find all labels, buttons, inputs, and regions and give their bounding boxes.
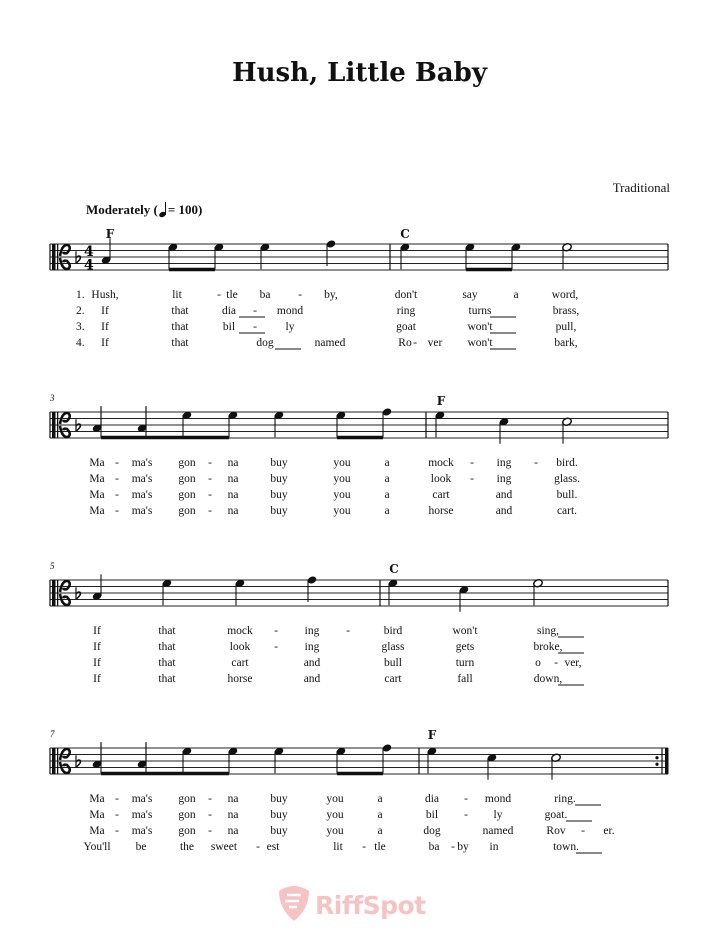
lyric-syllable: ly <box>285 321 295 333</box>
lyric-syllable: ver <box>427 337 443 349</box>
lyric-syllable: buy <box>270 809 288 821</box>
lyric-syllable: dia <box>221 305 237 317</box>
lyric-syllable: sweet <box>210 841 238 853</box>
tempo-bpm: = 100 <box>167 202 199 217</box>
lyric-syllable: Ma <box>89 473 105 485</box>
lyric-syllable: mock <box>428 457 454 469</box>
alto-clef-icon <box>52 580 56 606</box>
quarter-note <box>92 574 103 601</box>
chord-symbol: F <box>105 227 115 241</box>
lyric-syllable: If <box>101 337 109 349</box>
lyric-syllable: you <box>333 505 351 517</box>
lyric-syllable: cart <box>384 673 402 685</box>
lyric-syllable: ing <box>304 641 320 653</box>
lyric-syllable: If <box>93 625 101 637</box>
lyric-hyphen: - <box>274 641 278 653</box>
lyric-syllable: won't <box>467 321 493 333</box>
lyric-syllable: buy <box>270 457 288 469</box>
tempo-marking: Moderately ( = 100) <box>86 202 203 217</box>
lyric-syllable: ba <box>259 289 271 301</box>
lyric-hyphen: - <box>253 305 257 317</box>
alto-clef-icon <box>52 244 56 270</box>
lyric-syllable: ma's <box>131 505 153 517</box>
quarter-note <box>326 239 337 266</box>
lyric-syllable: a <box>377 809 383 821</box>
lyric-syllable: bird. <box>556 457 578 469</box>
lyric-syllable: a <box>377 793 383 805</box>
quarter-note <box>427 747 438 774</box>
lyric-syllable: na <box>227 473 239 485</box>
lyric-syllable: sing, <box>536 625 560 637</box>
lyric-hyphen: - <box>470 473 474 485</box>
lyric-hyphen: - <box>554 657 558 669</box>
lyric-hyphen: - <box>256 841 260 853</box>
lyric-syllable: cart <box>432 489 450 501</box>
chord-symbol: C <box>400 227 410 241</box>
lyric-syllable: horse <box>428 505 454 517</box>
eighth-note <box>336 747 347 774</box>
note-beam <box>169 268 215 272</box>
final-barline <box>665 748 669 774</box>
lyric-syllable: gon <box>178 489 196 501</box>
lyric-syllable: If <box>101 321 109 333</box>
lyric-syllable: broke, <box>533 641 563 653</box>
lyric-syllable: ma's <box>131 793 153 805</box>
lyric-syllable: won't <box>467 337 493 349</box>
lyric-syllable: say <box>462 289 478 301</box>
lyric-syllable: look <box>430 473 452 485</box>
lyric-syllable: a <box>384 505 390 517</box>
lyric-syllable: lit <box>172 289 182 301</box>
lyric-syllable: be <box>135 841 147 853</box>
lyric-syllable: by <box>457 841 469 853</box>
lyric-syllable: brass, <box>552 305 580 317</box>
lyric-syllable: gon <box>178 457 196 469</box>
lyric-syllable: ma's <box>131 825 153 837</box>
lyric-syllable: bull <box>384 657 402 669</box>
lyric-syllable: a <box>377 825 383 837</box>
lyric-syllable: that <box>171 321 189 333</box>
eighth-note <box>182 747 193 774</box>
quarter-note <box>459 585 470 612</box>
lyric-syllable: mock <box>227 625 253 637</box>
lyric-syllable: turns <box>468 305 492 317</box>
lyric-syllable: glass. <box>554 473 580 485</box>
note-beam <box>466 268 512 272</box>
lyric-syllable: and <box>495 505 513 517</box>
lyric-hyphen: - <box>534 457 538 469</box>
lyric-syllable: you <box>333 473 351 485</box>
lyric-syllable: that <box>158 641 176 653</box>
quarter-note <box>487 753 498 780</box>
lyric-syllable: don't <box>394 289 418 301</box>
lyric-syllable: that <box>171 337 189 349</box>
lyric-syllable: lit <box>333 841 343 853</box>
repeat-dot-icon <box>655 756 658 759</box>
lyric-hyphen: - <box>208 505 212 517</box>
alto-clef-icon <box>57 412 58 438</box>
verse-number: 3. <box>76 321 85 333</box>
chord-symbol: F <box>436 394 446 408</box>
lyric-syllable: gon <box>178 793 196 805</box>
eighth-note <box>228 411 239 438</box>
lyric-syllable: na <box>227 825 239 837</box>
lyric-syllable: ing <box>496 457 512 469</box>
lyric-syllable: the <box>179 841 195 853</box>
lyric-hyphen: - <box>208 809 212 821</box>
lyric-syllable: goat. <box>544 809 568 821</box>
lyric-syllable: Hush, <box>91 289 119 301</box>
quarter-note <box>260 243 271 270</box>
lyric-syllable: glass <box>381 641 405 653</box>
lyric-syllable: town. <box>553 841 579 853</box>
time-signature-bottom: 4 <box>84 257 94 274</box>
lyric-hyphen: - <box>464 809 468 821</box>
lyric-hyphen: - <box>208 825 212 837</box>
lyric-syllable: a <box>384 457 390 469</box>
quarter-note <box>307 575 318 602</box>
lyric-syllable: Ma <box>89 489 105 501</box>
eighth-note <box>336 411 347 438</box>
lyric-syllable: bil <box>425 809 439 821</box>
lyric-hyphen: - <box>115 809 119 821</box>
alto-clef-icon <box>52 748 56 774</box>
lyric-hyphen: - <box>274 625 278 637</box>
lyric-syllable: a <box>513 289 519 301</box>
measure-number: 3 <box>50 393 55 403</box>
lyric-syllable: If <box>93 657 101 669</box>
lyric-syllable: word, <box>551 289 579 301</box>
lyric-hyphen: - <box>115 505 119 517</box>
repeat-dot-icon <box>655 763 658 766</box>
lyric-syllable: in <box>489 841 499 853</box>
eighth-note <box>168 243 179 270</box>
lyric-syllable: Rov <box>546 825 566 837</box>
eighth-note <box>465 243 476 270</box>
note-beam <box>101 436 229 440</box>
lyric-syllable: mond <box>484 793 512 805</box>
lyric-syllable: named <box>314 337 346 349</box>
measure-number: 5 <box>50 561 55 571</box>
lyric-syllable: Ma <box>89 505 105 517</box>
lyric-syllable: you <box>333 457 351 469</box>
lyric-syllable: Ma <box>89 457 105 469</box>
lyric-syllable: If <box>93 641 101 653</box>
lyric-syllable: that <box>158 657 176 669</box>
lyric-syllable: horse <box>227 673 253 685</box>
song-title: Hush, Little Baby <box>232 58 487 88</box>
lyric-syllable: gon <box>178 473 196 485</box>
verse-number: 2. <box>76 305 85 317</box>
lyric-syllable: bil <box>222 321 236 333</box>
eighth-note <box>382 407 393 434</box>
lyric-hyphen: - <box>362 841 366 853</box>
riffspot-logo <box>275 883 426 927</box>
lyric-syllable: gon <box>178 505 196 517</box>
lyric-syllable: won't <box>452 625 478 637</box>
lyric-hyphen: - <box>253 321 257 333</box>
lyric-hyphen: - <box>581 825 585 837</box>
lyric-syllable: a <box>384 489 390 501</box>
lyric-syllable: tle <box>374 841 386 853</box>
lyric-syllable: bull. <box>556 489 578 501</box>
quarter-note <box>101 238 112 265</box>
lyric-syllable: You'll <box>83 841 111 853</box>
lyric-syllable: na <box>227 793 239 805</box>
lyric-syllable: ring. <box>554 793 576 805</box>
lyric-syllable: named <box>482 825 514 837</box>
quarter-note <box>274 411 285 438</box>
lyric-syllable: dog <box>256 337 274 349</box>
lyric-syllable: bark, <box>554 337 578 349</box>
lyric-syllable: by, <box>324 289 338 301</box>
lyric-syllable: buy <box>270 793 288 805</box>
lyric-syllable: ly <box>493 809 503 821</box>
chord-symbol: F <box>427 728 437 742</box>
logo-text: RiffSpot <box>315 891 426 920</box>
lyric-syllable: ba <box>428 841 440 853</box>
lyric-syllable: buy <box>270 489 288 501</box>
lyric-syllable: turn <box>455 657 475 669</box>
lyric-syllable: cart <box>231 657 249 669</box>
alto-clef-icon <box>57 580 58 606</box>
lyric-syllable: ring <box>396 305 416 317</box>
lyric-syllable: er. <box>603 825 615 837</box>
composer-credit: Traditional <box>612 180 670 195</box>
eighth-note <box>182 411 193 438</box>
lyric-syllable: buy <box>270 825 288 837</box>
chord-symbol: C <box>389 562 399 576</box>
lyric-hyphen: - <box>208 489 212 501</box>
lyric-syllable: gon <box>178 825 196 837</box>
lyric-syllable: Ro <box>398 337 412 349</box>
lyric-syllable: look <box>229 641 251 653</box>
lyric-syllable: Ma <box>89 793 105 805</box>
note-beam <box>101 772 229 776</box>
lyric-syllable: ing <box>496 473 512 485</box>
lyric-syllable: you <box>326 809 344 821</box>
eighth-note <box>511 243 522 270</box>
lyric-syllable: that <box>158 673 176 685</box>
quarter-note <box>235 579 246 606</box>
lyric-syllable: you <box>333 489 351 501</box>
quarter-note <box>400 243 411 270</box>
half-note <box>562 243 573 270</box>
lyric-syllable: na <box>227 505 239 517</box>
lyric-syllable: Ma <box>89 825 105 837</box>
lyric-hyphen: - <box>346 625 350 637</box>
lyric-syllable: pull, <box>555 321 577 333</box>
lyric-hyphen: - <box>464 793 468 805</box>
lyric-syllable: dog <box>423 825 441 837</box>
lyric-syllable: If <box>101 305 109 317</box>
lyric-syllable: ma's <box>131 473 153 485</box>
half-note <box>551 753 562 780</box>
lyric-syllable: ma's <box>131 489 153 501</box>
alto-clef-icon <box>57 748 58 774</box>
lyric-hyphen: - <box>208 457 212 469</box>
alto-clef-icon <box>57 244 58 270</box>
lyric-syllable: na <box>227 809 239 821</box>
lyric-hyphen: - <box>115 457 119 469</box>
alto-clef-icon <box>52 412 56 438</box>
quarter-note <box>435 411 446 438</box>
lyric-syllable: goat <box>396 321 416 333</box>
lyric-hyphen: - <box>115 793 119 805</box>
lyric-syllable: ma's <box>131 457 153 469</box>
lyric-syllable: tle <box>226 289 238 301</box>
lyric-syllable: and <box>495 489 513 501</box>
tempo-text: Moderately <box>86 202 151 217</box>
eighth-note <box>382 743 393 770</box>
lyric-hyphen: - <box>208 473 212 485</box>
lyric-hyphen: - <box>470 457 474 469</box>
lyric-syllable: o <box>535 657 541 669</box>
lyric-syllable: fall <box>457 673 473 685</box>
lyric-syllable: ing <box>304 625 320 637</box>
lyric-syllable: buy <box>270 473 288 485</box>
lyric-syllable: buy <box>270 505 288 517</box>
lyric-syllable: that <box>158 625 176 637</box>
guitar-pick-icon <box>275 883 313 923</box>
quarter-note <box>388 579 399 606</box>
lyric-syllable: and <box>303 657 321 669</box>
lyric-hyphen: - <box>208 793 212 805</box>
note-beam <box>337 772 383 776</box>
lyric-hyphen: - <box>413 337 417 349</box>
lyric-hyphen: - <box>115 825 119 837</box>
lyric-syllable: na <box>227 489 239 501</box>
time-signature-top: 4 <box>84 244 94 260</box>
half-note <box>533 579 544 606</box>
lyric-syllable: na <box>227 457 239 469</box>
lyric-syllable: ver, <box>564 657 582 669</box>
lyric-syllable: gon <box>178 809 196 821</box>
lyric-syllable: bird <box>383 625 403 637</box>
lyric-syllable: mond <box>276 305 304 317</box>
lyric-hyphen: - <box>115 473 119 485</box>
quarter-note <box>162 579 173 606</box>
lyric-syllable: ma's <box>131 809 153 821</box>
note-beam <box>337 436 383 440</box>
verse-number: 4. <box>76 337 85 349</box>
lyric-syllable: a <box>384 473 390 485</box>
lyric-syllable: est <box>266 841 280 853</box>
eighth-note <box>214 243 225 270</box>
eighth-note <box>228 747 239 774</box>
lyric-hyphen: - <box>298 289 302 301</box>
lyric-syllable: down, <box>533 673 563 685</box>
measure-number: 7 <box>50 729 55 739</box>
lyric-syllable: gets <box>455 641 475 653</box>
lyric-hyphen: - <box>451 841 455 853</box>
lyric-syllable: and <box>303 673 321 685</box>
lyric-hyphen: - <box>217 289 221 301</box>
quarter-note <box>499 417 510 444</box>
verse-number: 1. <box>76 289 85 301</box>
lyric-syllable: Ma <box>89 809 105 821</box>
lyric-syllable: that <box>171 305 189 317</box>
lyric-syllable: you <box>326 793 344 805</box>
lyric-syllable: you <box>326 825 344 837</box>
lyric-syllable: If <box>93 673 101 685</box>
quarter-note <box>274 747 285 774</box>
lyric-syllable: cart. <box>556 505 578 517</box>
lyric-hyphen: - <box>115 489 119 501</box>
lyric-syllable: dia <box>424 793 440 805</box>
half-note <box>562 417 573 444</box>
